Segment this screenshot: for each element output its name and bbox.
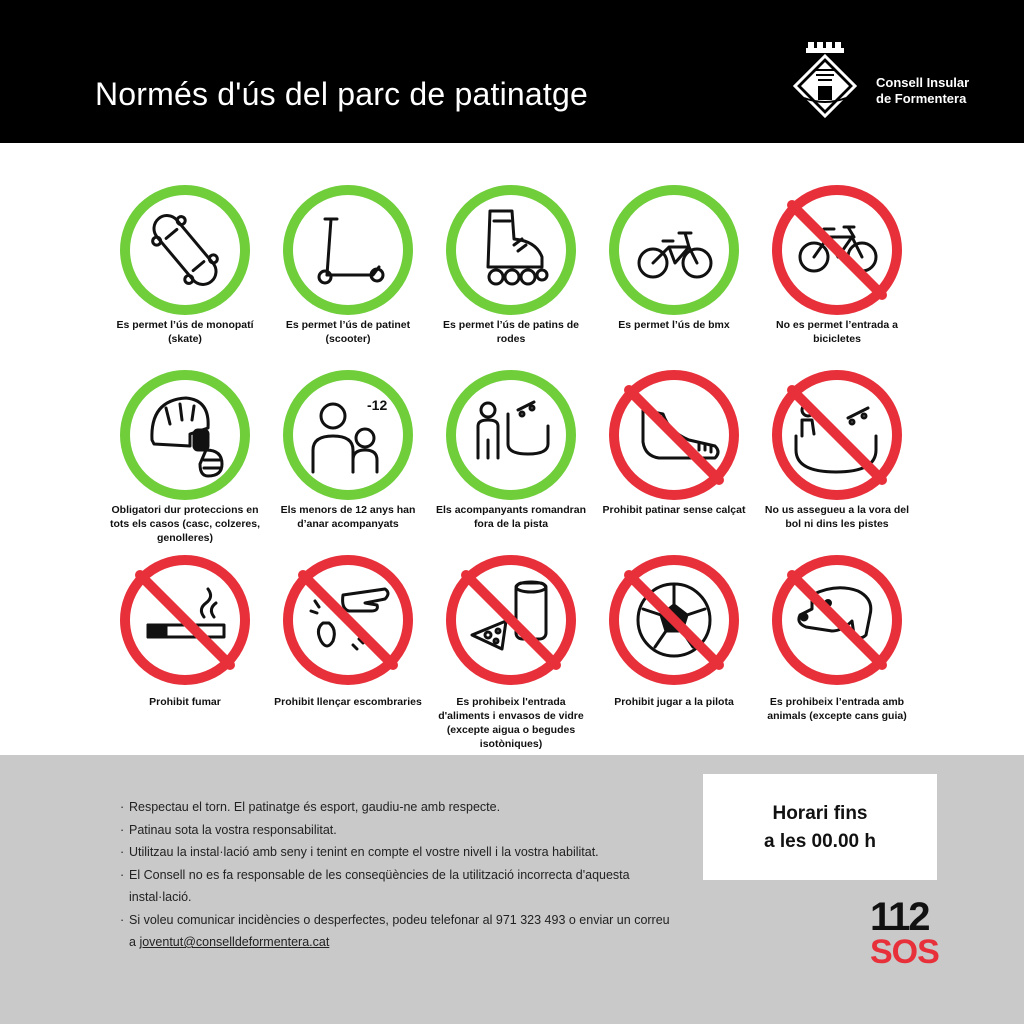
hours-line2: a les 00.00 h [764, 831, 876, 852]
sign-caption: No es permet l’entrada a bicicletes [776, 319, 898, 345]
emergency-label: SOS [870, 933, 939, 971]
sign-caption: Prohibit llençar escombraries [274, 696, 422, 708]
littering-icon [293, 565, 403, 675]
prohibited-badge [283, 555, 413, 685]
cigarette-icon [130, 565, 240, 675]
rules-list [120, 796, 680, 954]
prohibited-badge [772, 370, 902, 500]
allowed-badge [283, 185, 413, 315]
sign-caption: Els menors de 12 anys han d’anar acompanyats [280, 504, 416, 530]
contact-email-link[interactable]: joventut@conselldeformentera.cat [139, 935, 330, 949]
sign-caption: Els acompanyants romandran fora de la pista [436, 504, 586, 530]
rule-item: · Utilitzau la instal·lació amb seny i tenint en compte el vostre nivell i la vostra habilitat. [120, 841, 680, 864]
sign-caption: Prohibit fumar [149, 696, 221, 708]
footer-panel [0, 755, 1024, 1024]
football-icon [619, 565, 729, 675]
org-name [876, 75, 969, 107]
rule-item: · Patinau sota la vostra responsabilitat. [120, 819, 680, 842]
scooter-icon [293, 195, 403, 305]
sign-caption: Es permet l’ús de patins de rodes [443, 319, 579, 345]
rule-item: · Respectau el torn. El patinatge és esport, gaudiu-ne amb respecte. [120, 796, 680, 819]
sign-caption: Obligatori dur proteccions en tots els casos (casc, colzeres, genolleres) [110, 504, 260, 544]
dog-icon [782, 565, 892, 675]
age-limit-label: -12 [367, 397, 388, 413]
rule-item: · El Consell no es fa responsable de les conseqüències de la utilització incorrecta d'aquesta instal·lació. [120, 864, 680, 909]
sign-caption: Es prohibeix l’entrada amb animals (excepte cans guia) [767, 696, 907, 722]
bare-foot-icon [619, 380, 729, 490]
sign-caption: Prohibit patinar sense calçat [602, 504, 746, 516]
coat-of-arms-icon [790, 40, 860, 120]
allowed-badge [283, 370, 413, 500]
sign-caption: Es permet l’ús de bmx [618, 319, 730, 331]
sign-caption: Prohibit jugar a la pilota [614, 696, 734, 708]
sign-caption: Es prohibeix l'entrada d'aliments i envasos de vidre (excepte aigua o begudes isotòniques) [438, 696, 584, 750]
hours-line1: Horari fins [772, 803, 868, 824]
org-name-line1: Consell Insular [876, 75, 970, 90]
rule-text: Si voleu comunicar incidències o desperfectes, podeu telefonar al 971 323 493 o enviar un correu a [129, 912, 670, 949]
sitting-bowl-icon [782, 380, 892, 490]
helmet-pads-icon [130, 380, 240, 490]
org-name-line2: de Formentera [876, 91, 967, 106]
allowed-badge [446, 185, 576, 315]
sign-caption: Es permet l’ús de monopatí (skate) [116, 319, 254, 345]
prohibited-badge [772, 555, 902, 685]
sign-caption: Es permet l’ús de patinet (scooter) [285, 319, 411, 345]
allowed-badge [446, 370, 576, 500]
adult-child-icon [293, 380, 403, 490]
inline-skate-icon [456, 195, 566, 305]
food-can-icon [456, 565, 566, 675]
prohibited-badge [772, 185, 902, 315]
allowed-badge [120, 185, 250, 315]
companion-outside-icon [456, 380, 566, 490]
rule-item [120, 909, 680, 954]
skateboard-icon [130, 195, 240, 305]
page-title: Normés d'ús del parc de patinatge [95, 76, 588, 112]
signs-grid [0, 143, 1024, 755]
bicycle-icon [782, 195, 892, 305]
emergency-badge [870, 895, 950, 971]
prohibited-badge [120, 555, 250, 685]
prohibited-badge [609, 555, 739, 685]
sign-caption: No us assegueu a la vora del bol ni dins les pistes [764, 504, 910, 530]
bmx-icon [619, 195, 729, 305]
allowed-badge [609, 185, 739, 315]
emergency-number: 112 [870, 895, 929, 939]
header-bar [0, 0, 1024, 143]
prohibited-badge [609, 370, 739, 500]
allowed-badge [120, 370, 250, 500]
hours-box [703, 774, 937, 880]
prohibited-badge [446, 555, 576, 685]
